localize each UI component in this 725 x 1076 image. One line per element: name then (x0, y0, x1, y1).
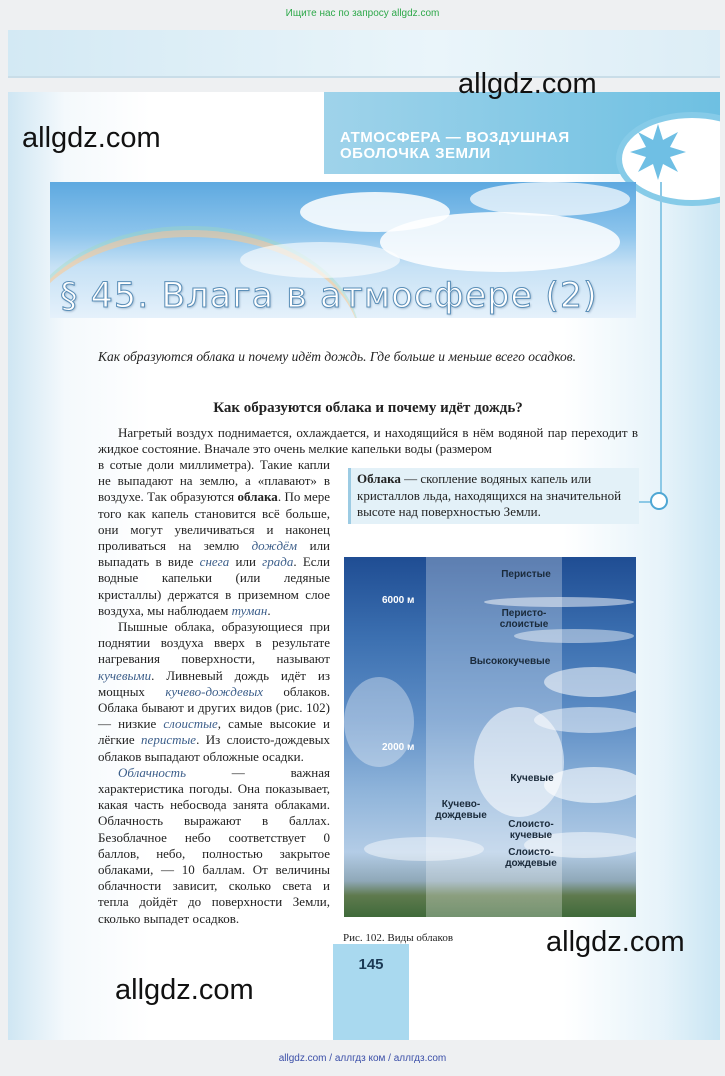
term-hail: града (262, 554, 294, 570)
watermark: allgdz.com (115, 974, 254, 1006)
title-banner (50, 182, 636, 318)
section-heading: Как образуются облака и почему идёт дождь? (213, 400, 523, 416)
previous-page-strip (8, 30, 720, 78)
term-fog: туман (231, 602, 268, 618)
watermark: allgdz.com (458, 68, 597, 100)
cloud-type-label: Слоисто-дождевые (505, 847, 557, 869)
term-cloudiness: Облачность (118, 764, 186, 780)
figure-caption: Рис. 102. Виды облаков (343, 932, 454, 944)
cloud-type-label: Высококучевые (469, 656, 551, 667)
page-number: 145 (358, 956, 384, 973)
bottom-link[interactable]: allgdz.com / аллгдз ком / аллгдз.com (278, 1053, 447, 1064)
clouds-figure (344, 557, 636, 917)
cloud-type-label: Слоисто-кучевые (508, 819, 554, 841)
cloud-type-label: Перисто-слоистые (499, 608, 549, 630)
paragraph: Пышные облака, образующиеся при поднятии воздуха вверх в результате нагревания поверхности, называют кучевыми. Ливневый дождь идёт из мощных кучево-дождевых облаков. Облака бывают и других видов (рис. 102) — низкие слоистые, самые высокие и лёгкие перистые. Из слоисто-дождевых облаков выпадают обложные осадки. (98, 619, 331, 764)
term-snow: снега (199, 554, 230, 570)
photo-cloud (544, 667, 636, 697)
term-cirrus: перистые (141, 732, 197, 748)
altitude-label: 2000 м (382, 742, 415, 753)
definition-term: Облака (357, 471, 401, 486)
term-clouds: облака (237, 489, 278, 505)
banner-cloud (470, 182, 630, 216)
intro-question: Как образуются облака и почему идёт дождь. Где больше и меньше всего осадков. (98, 349, 577, 364)
photo-cloud (344, 677, 414, 767)
cloud-type-label: Кучевые (510, 773, 554, 784)
watermark: allgdz.com (22, 122, 161, 154)
term-stratus: слоистые (163, 716, 218, 732)
definition-box (348, 468, 639, 524)
textbook-page (8, 92, 720, 1040)
paragraph: Облачность — важная характеристика погоды. Она показывает, какая часть небосвода занята облаками. Облачность выражают в баллах. Безоблачное небо соответствует 0 баллов, небо, полностью закрытое облаками, — 10 баллам. От величины облачности зависит, сколько света и тепла дойдёт до поверхности Земли, сколько выпадет осадков. (98, 764, 330, 926)
cloud-type-label: Перистые (501, 569, 551, 580)
term-cumulus: кучевыми (98, 667, 152, 683)
star-icon (628, 122, 688, 182)
text-column (98, 457, 330, 927)
photo-cloud (514, 629, 634, 643)
section-header-title: АТМОСФЕРА — ВОЗДУШНАЯ ОБОЛОЧКА ЗЕМЛИ (340, 129, 570, 162)
connector-line (660, 182, 662, 500)
banner-cloud (240, 242, 400, 278)
definition-text: — скопление водяных капель или кристаллов льда, находящихся на значительной высоте над поверхностью Земли. (357, 471, 622, 519)
page-title: § 45. Влага в атмосфере (2) (60, 276, 598, 316)
connector-dot (650, 492, 668, 510)
watermark: allgdz.com (546, 926, 685, 958)
photo-cloud (484, 597, 634, 607)
top-link[interactable]: Ищите нас по запросу allgdz.com (285, 8, 440, 19)
photo-cloud (364, 837, 484, 861)
banner-cloud (380, 212, 620, 272)
altitude-label: 6000 м (382, 595, 415, 606)
term-rain: дождём (251, 538, 298, 554)
term-cumulonimbus: кучево-дождевых (165, 683, 264, 699)
paragraph-intro: Нагретый воздух поднимается, охлаждается, и находящийся в нём водяной пар переходит в жидкое состояние. Вначале это очень мелкие капельки воды (размером (98, 425, 638, 457)
cloud-type-label: Кучево-дождевые (435, 799, 487, 821)
paragraph: в сотые доли миллиметра). Такие капли не выпадают на землю, а «плавают» в воздухе. Так образуются облака. По мере того как капель становится всё больше, они могут увеличиваться и наконец проливаться на землю дождём или выпадать в виде снега или града. Если водные капельки (или ледяные кристаллы) держатся в приземном слое воздуха, мы наблюдаем туман. (98, 457, 331, 618)
